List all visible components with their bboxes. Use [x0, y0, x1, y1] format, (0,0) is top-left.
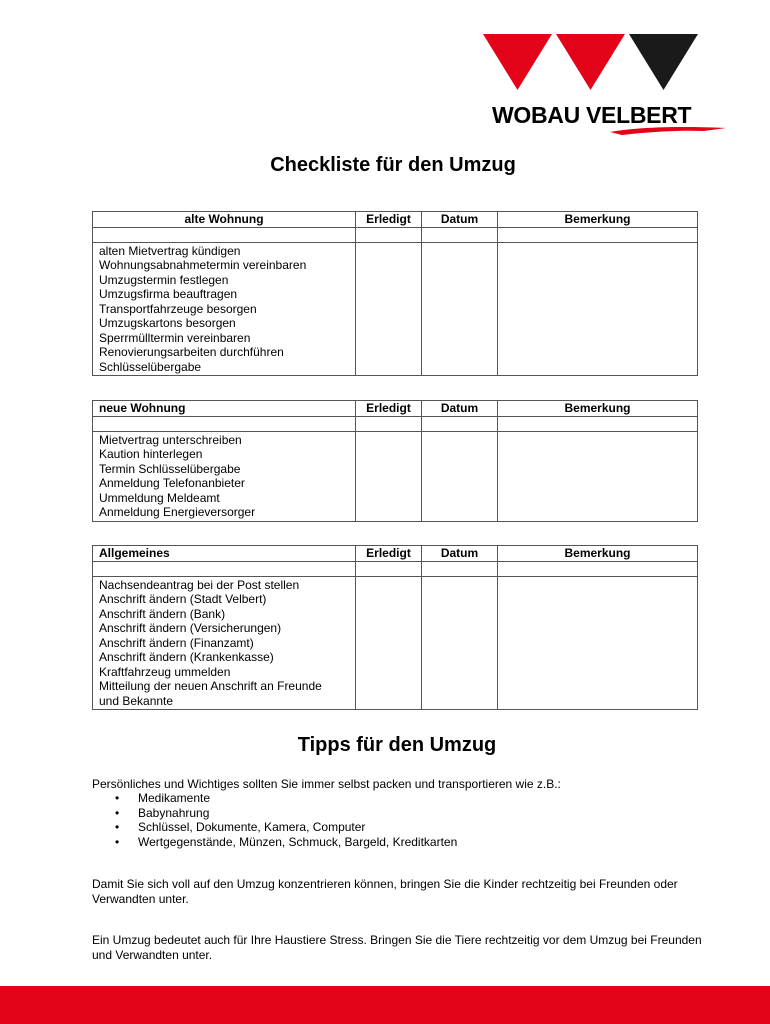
note-cell[interactable]: [498, 576, 698, 710]
table-header-row: [93, 546, 698, 562]
task-item: alten Mietvertrag kündigen: [99, 243, 241, 258]
task-item: Anmeldung Telefonanbieter: [99, 476, 245, 490]
checklist-table-new-apartment: [92, 400, 698, 522]
col-header-date: Datum: [422, 212, 498, 228]
footer-bar: [0, 986, 770, 1024]
task-item: Ummeldung Meldeamt: [99, 490, 220, 505]
col-header-done: Erledigt: [356, 212, 422, 228]
bullet-icon: •: [115, 835, 120, 850]
tips-paragraph: Damit Sie sich voll auf den Umzug konzentrieren können, bringen Sie die Kinder rechtzeitig bei Freunden oder Verwandten unter.: [92, 877, 678, 906]
list-item: [92, 835, 702, 850]
task-list: [93, 431, 356, 521]
logo-triangle-middle: [556, 34, 625, 90]
task-item: Umzugsfirma beauftragen: [99, 287, 238, 301]
logo-triangle-right: [629, 34, 698, 90]
bullet-icon: •: [115, 791, 120, 805]
task-item: Kraftfahrzeug ummelden: [99, 664, 231, 679]
task-item: Umzugskartons besorgen: [99, 316, 236, 330]
task-item: Termin Schlüsselübergabe: [99, 461, 241, 476]
col-header-note: Bemerkung: [498, 401, 698, 417]
date-cell[interactable]: [422, 242, 498, 376]
list-item: [92, 791, 702, 806]
section-heading: Allgemeines: [93, 546, 356, 562]
done-cell[interactable]: [356, 431, 422, 521]
task-item: Sperrmülltermin vereinbaren: [99, 330, 251, 345]
wobau-logo: [480, 30, 730, 140]
task-item: Schlüsselübergabe: [99, 359, 202, 374]
note-cell[interactable]: [498, 242, 698, 376]
list-item: [92, 806, 702, 821]
task-item: Anschrift ändern (Bank): [99, 606, 226, 621]
task-item: Renovierungsarbeiten durchführen: [99, 345, 284, 359]
col-header-date: Datum: [422, 546, 498, 562]
list-item-text: Schlüssel, Dokumente, Kamera, Computer: [138, 820, 366, 835]
list-item-text: Wertgegenstände, Münzen, Schmuck, Bargeld, Kreditkarten: [138, 835, 458, 850]
section-heading: neue Wohnung: [93, 401, 356, 417]
bullet-icon: •: [115, 820, 120, 835]
task-item: Anschrift ändern (Finanzamt): [99, 635, 254, 650]
task-item: und Bekannte: [99, 693, 174, 708]
logo-swoosh-icon: [608, 124, 728, 138]
logo-triangle-left: [483, 34, 552, 90]
table-header-row: [93, 212, 698, 228]
table-items-row: [93, 431, 698, 521]
page-title: Checkliste für den Umzug: [270, 154, 516, 176]
task-item: Anschrift ändern (Stadt Velbert): [99, 592, 267, 606]
note-cell[interactable]: [498, 431, 698, 521]
task-item: Umzugstermin festlegen: [99, 272, 229, 287]
done-cell[interactable]: [356, 576, 422, 710]
table-spacer-row: [93, 561, 698, 576]
task-list: [93, 242, 356, 376]
task-item: Anschrift ändern (Versicherungen): [99, 621, 282, 635]
checklist-table-old-apartment: [92, 211, 698, 376]
task-item: Anschrift ändern (Krankenkasse): [99, 650, 274, 664]
logo-wordmark: WOBAU VELBERT: [492, 102, 692, 128]
task-item: Mitteilung der neuen Anschrift an Freunde: [99, 679, 322, 693]
list-item-text: Medikamente: [138, 791, 211, 805]
task-item: Kaution hinterlegen: [99, 447, 203, 461]
task-item: Anmeldung Energieversorger: [99, 505, 256, 519]
task-item: Transportfahrzeuge besorgen: [99, 301, 257, 316]
date-cell[interactable]: [422, 576, 498, 710]
bullet-icon: •: [115, 805, 120, 820]
section-heading: alte Wohnung: [93, 212, 356, 228]
task-item: Mietvertrag unterschreiben: [99, 432, 242, 447]
table-items-row: [93, 576, 698, 710]
task-list: [93, 576, 356, 710]
col-header-done: Erledigt: [356, 546, 422, 562]
table-spacer-row: [93, 227, 698, 242]
done-cell[interactable]: [356, 242, 422, 376]
list-item-text: Babynahrung: [138, 805, 210, 820]
tips-paragraph: Ein Umzug bedeutet auch für Ihre Haustiere Stress. Bringen Sie die Tiere rechtzeitig vor dem Umzug bei Freunden und Verwandten unter.: [92, 933, 702, 962]
tips-intro: Persönliches und Wichtiges sollten Sie immer selbst packen und transportieren wie z.B.:: [92, 777, 561, 791]
tips-bullet-list: [92, 791, 702, 850]
task-item: Wohnungsabnahmetermin vereinbaren: [99, 258, 307, 272]
col-header-note: Bemerkung: [498, 212, 698, 228]
tips-title: Tipps für den Umzug: [297, 734, 497, 756]
date-cell[interactable]: [422, 431, 498, 521]
checklist-table-general: [92, 545, 698, 710]
col-header-date: Datum: [422, 401, 498, 417]
table-spacer-row: [93, 416, 698, 431]
col-header-note: Bemerkung: [498, 546, 698, 562]
task-item: Nachsendeantrag bei der Post stellen: [99, 577, 300, 592]
table-items-row: [93, 242, 698, 376]
col-header-done: Erledigt: [356, 401, 422, 417]
list-item: [92, 820, 702, 835]
table-header-row: [93, 401, 698, 417]
logo-triangles-icon: [480, 30, 730, 100]
